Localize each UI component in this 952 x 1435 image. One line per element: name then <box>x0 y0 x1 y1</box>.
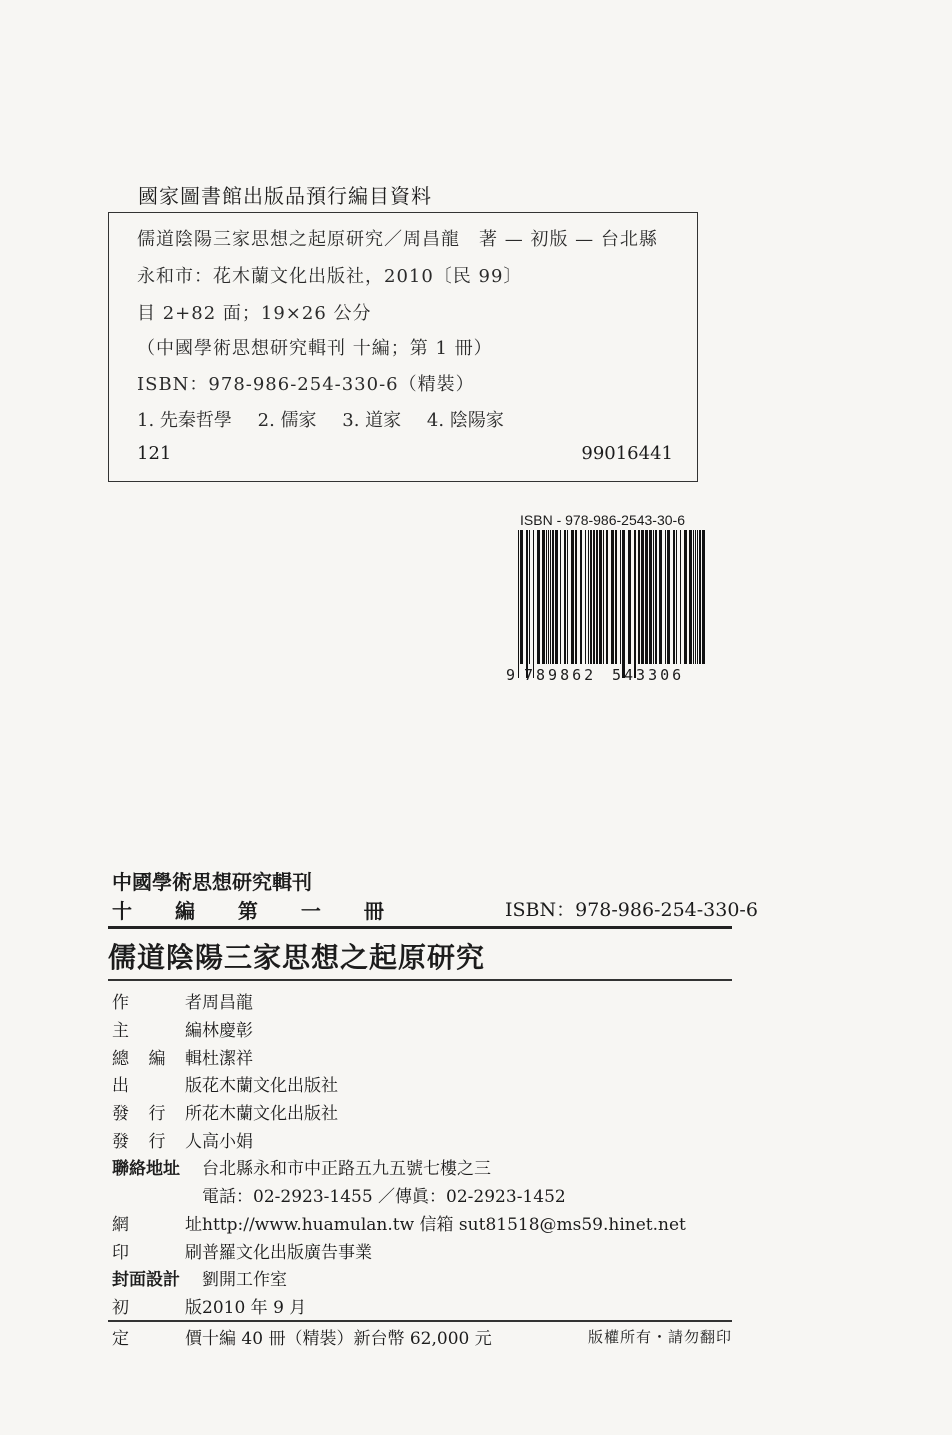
colophon-info <box>112 987 732 1319</box>
cip-class-number: 121 <box>137 443 172 464</box>
barcode-bar <box>673 530 675 664</box>
subject-item: 1. 先秦哲學 <box>137 410 232 431</box>
info-value: 2010 年 9 月 <box>202 1297 307 1318</box>
info-label: 總 編 輯 <box>112 1048 202 1069</box>
cip-record-box <box>108 212 698 482</box>
book-title: 儒道陰陽三家思想之起原研究 <box>108 941 486 974</box>
barcode-bar <box>693 530 694 664</box>
barcode-digit-first: 9 <box>506 666 516 682</box>
info-label: 封面設計 <box>112 1270 180 1291</box>
rule-thin <box>108 979 732 981</box>
cip-line-series: （中國學術思想研究輯刊 十編；第 1 冊） <box>137 338 493 359</box>
barcode-bar <box>634 530 636 678</box>
info-value: 杜潔祥 <box>202 1048 253 1069</box>
barcode-bar <box>645 530 648 664</box>
info-row <box>112 1264 732 1292</box>
info-row <box>112 1236 732 1264</box>
barcode-bar <box>649 530 652 664</box>
info-value: 台北縣永和市中正路五九五號七樓之三 <box>202 1159 491 1180</box>
barcode-bar <box>622 530 625 678</box>
cip-line-pages: 目 2+82 面；19×26 公分 <box>137 303 372 324</box>
cip-line-publisher: 永和市：花木蘭文化出版社，2010〔民 99〕 <box>137 266 523 287</box>
barcode-bar <box>699 530 701 664</box>
barcode-bar <box>529 530 530 664</box>
barcode-bar <box>588 530 589 664</box>
barcode-bar <box>571 530 574 664</box>
barcode-bar <box>653 530 654 664</box>
cip-line-isbn: ISBN：978-986-254-330-6（精裝） <box>137 374 475 395</box>
barcode-isbn-label: ISBN - 978-986-2543-30-6 <box>520 512 685 528</box>
barcode-bar <box>567 530 568 664</box>
info-row <box>112 1125 732 1153</box>
info-row <box>112 1015 732 1043</box>
info-row <box>112 1042 732 1070</box>
info-value: 電話：02-2923-1455 ／傳眞：02-2923-1452 <box>202 1187 566 1208</box>
barcode-bar <box>638 530 640 664</box>
rule-bottom <box>108 1320 732 1322</box>
info-row <box>112 1181 732 1209</box>
barcode-bar <box>546 530 547 664</box>
barcode-bar <box>680 530 681 664</box>
info-label: 主 編 <box>112 1021 202 1042</box>
barcode-bar <box>702 530 705 664</box>
info-value: http://www.huamulan.tw 信箱 sut81518@ms59.hinet.net <box>202 1214 686 1235</box>
info-label: 網 址 <box>112 1214 202 1235</box>
barcode-bar <box>603 530 604 664</box>
barcode-bar <box>611 530 614 664</box>
barcode-bar <box>590 530 592 664</box>
info-value: 林慶彰 <box>202 1021 253 1042</box>
barcode-bar <box>676 530 677 664</box>
info-label: 作 者 <box>112 993 202 1014</box>
subject-item: 2. 儒家 <box>257 410 317 431</box>
barcode-bar <box>564 530 566 664</box>
info-value: 普羅文化出版廣告事業 <box>202 1242 372 1263</box>
barcode-bar <box>550 530 551 664</box>
cip-heading: 國家圖書館出版品預行編目資料 <box>138 184 432 208</box>
copyright-notice: 版權所有・請勿翻印 <box>587 1327 732 1346</box>
barcode-bar <box>689 530 692 664</box>
barcode-bar <box>537 530 540 664</box>
barcode-bar <box>518 530 519 678</box>
barcode-bar <box>695 530 696 664</box>
barcode-bar <box>684 530 687 664</box>
barcode-bar <box>606 530 608 664</box>
barcode-bar <box>580 530 582 664</box>
info-label: 發 行 所 <box>112 1104 202 1125</box>
barcode-bar <box>548 530 549 664</box>
barcode-bar <box>659 530 662 664</box>
barcode-bar <box>665 530 666 664</box>
rule-thick <box>108 926 732 929</box>
info-row <box>112 1070 732 1098</box>
info-value: 高小娟 <box>202 1131 253 1152</box>
price-label: 定 價 <box>112 1328 202 1349</box>
barcode-bar <box>697 530 698 664</box>
barcode-bar <box>641 530 644 664</box>
info-row <box>112 987 732 1015</box>
barcode-bar <box>615 530 617 664</box>
info-value: 劉開工作室 <box>202 1270 287 1291</box>
cip-record-number: 99016441 <box>581 443 673 464</box>
barcode-bar <box>552 530 554 664</box>
barcode-bar <box>526 530 528 678</box>
barcode-bar <box>520 530 523 664</box>
subject-item: 3. 道家 <box>342 410 402 431</box>
info-label: 出 版 <box>112 1076 202 1097</box>
barcode-bar <box>555 530 558 664</box>
barcode-bar <box>628 530 631 664</box>
barcode-bar <box>620 530 621 664</box>
barcode-bar <box>599 530 602 664</box>
barcode-bar <box>575 530 577 664</box>
isbn-barcode <box>504 530 710 682</box>
info-label: 聯絡地址 <box>112 1159 180 1180</box>
info-value: 花木蘭文化出版社 <box>202 1104 338 1125</box>
info-row <box>112 1153 732 1181</box>
barcode-bar <box>542 530 545 664</box>
barcode-bar <box>655 530 657 664</box>
price-row <box>112 1323 732 1349</box>
info-label: 初 版 <box>112 1297 202 1318</box>
info-label: 印 刷 <box>112 1242 202 1263</box>
series-volume: 十 編 第 一 冊 <box>112 899 402 923</box>
cip-subjects <box>137 406 524 432</box>
info-row <box>112 1098 732 1126</box>
series-name: 中國學術思想研究輯刊 <box>112 870 312 894</box>
barcode-bar <box>533 530 534 678</box>
barcode-bar <box>560 530 561 664</box>
barcode-bar <box>596 530 598 664</box>
cip-line-title: 儒道陰陽三家思想之起原研究／周昌龍 著 — 初版 — 台北縣 <box>137 229 658 250</box>
series-isbn: ISBN：978-986-254-330-6 <box>505 899 758 921</box>
info-row <box>112 1209 732 1237</box>
barcode-bar <box>593 530 595 664</box>
price-value: 十編 40 冊（精裝）新台幣 62,000 元 <box>202 1328 492 1349</box>
info-value: 花木蘭文化出版社 <box>202 1076 338 1097</box>
barcode-digits-left: 789862 <box>524 666 597 682</box>
info-label: 發 行 人 <box>112 1131 202 1152</box>
barcode-digits-right: 543306 <box>612 666 685 682</box>
info-row <box>112 1292 732 1320</box>
barcode-bar <box>585 530 586 664</box>
info-value: 周昌龍 <box>202 993 253 1014</box>
subject-item: 4. 陰陽家 <box>426 410 504 431</box>
barcode-bar <box>667 530 670 664</box>
